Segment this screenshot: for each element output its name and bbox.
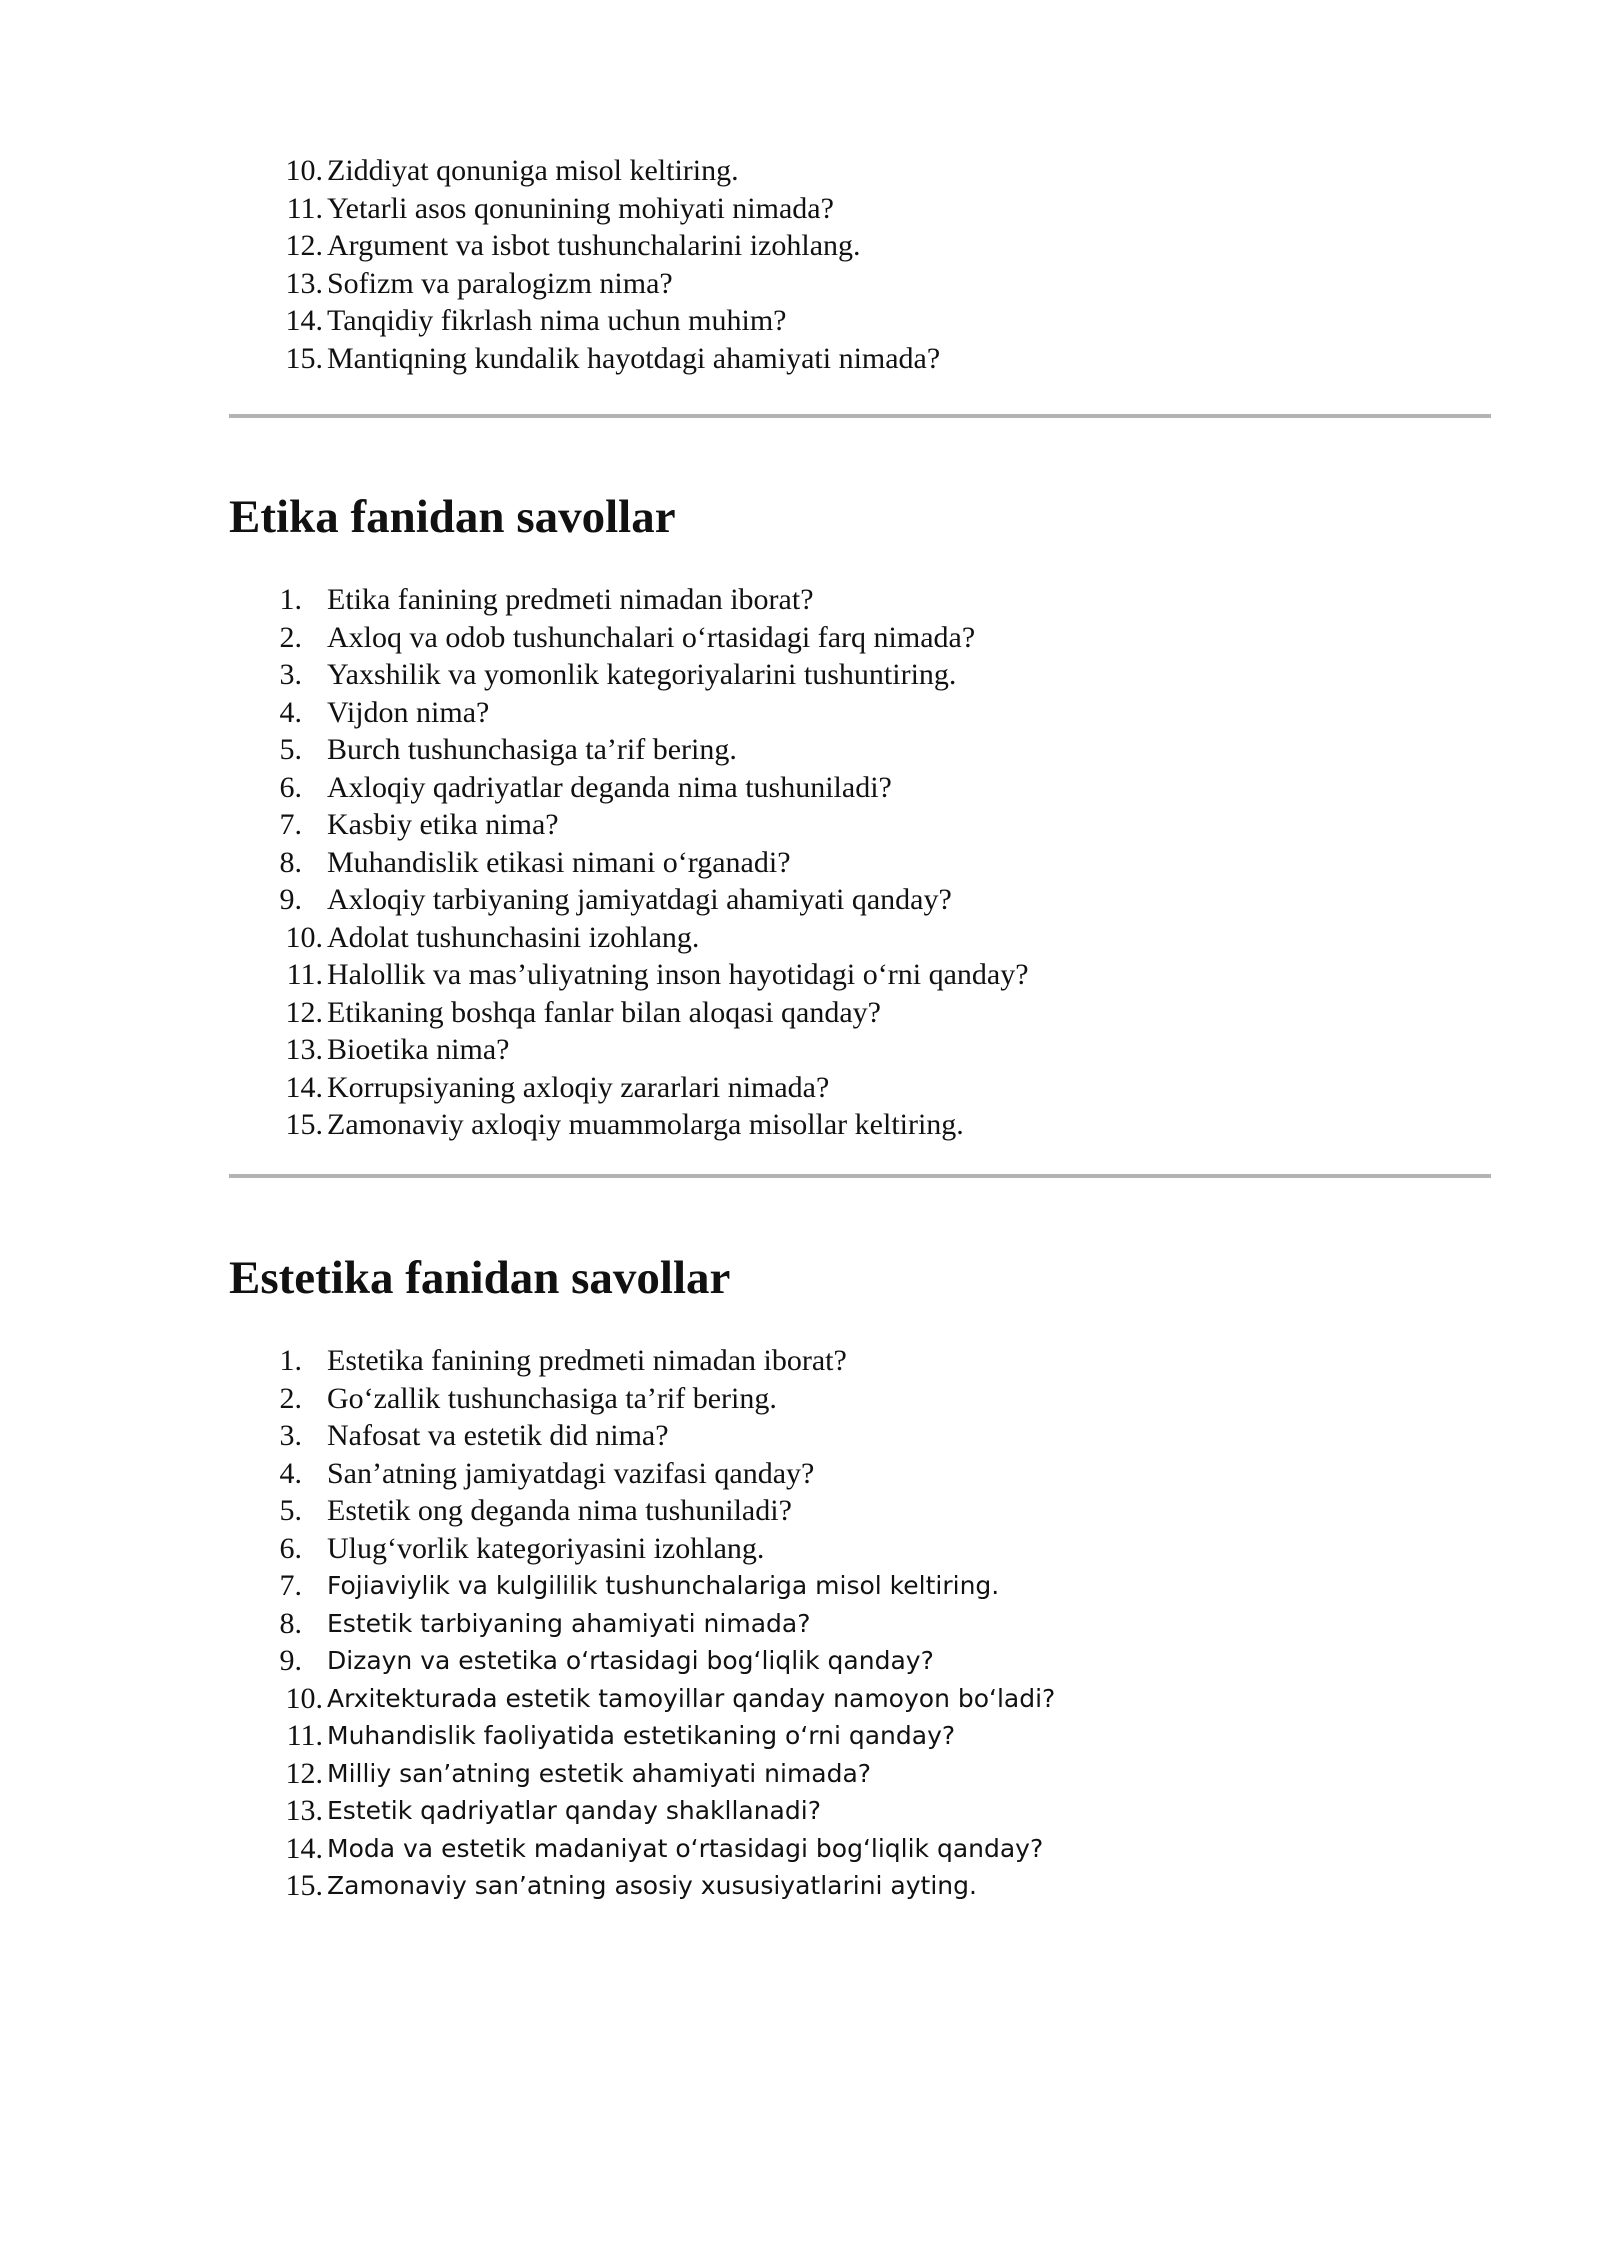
item-text: Fojiaviylik va kulgililik tushunchalariga misol keltiring.	[327, 1571, 1000, 1600]
item-text: Bioetika nima?	[327, 1033, 510, 1066]
item-text: Estetik ong deganda nima tushuniladi?	[327, 1494, 792, 1527]
item-text: Nafosat va estetik did nima?	[327, 1419, 669, 1452]
item-text: Zamonaviy san’atning asosiy xususiyatlarini ayting.	[327, 1871, 977, 1900]
item-number: 12.	[285, 229, 323, 262]
item-number: 11.	[286, 958, 323, 991]
item-number: 13.	[285, 1033, 323, 1066]
item-number: 9.	[279, 1644, 302, 1677]
item-number: 15.	[285, 1869, 323, 1902]
item-number: 11.	[286, 191, 323, 225]
item-text: Axloqiy tarbiyaning jamiyatdagi ahamiyati qanday?	[327, 883, 952, 916]
item-number: 6.	[279, 1531, 302, 1565]
item-text: Axloqiy qadriyatlar deganda nima tushuniladi?	[327, 770, 892, 804]
item-text: Muhandislik etikasi nimani o‘rganadi?	[327, 845, 791, 879]
item-text: Estetik qadriyatlar qanday shakllanadi?	[327, 1796, 821, 1825]
item-text: Estetik tarbiyaning ahamiyati nimada?	[327, 1608, 811, 1638]
item-number: 11.	[286, 1719, 323, 1752]
section-divider	[229, 414, 1491, 418]
section-heading-estetika: Estetika fanidan savollar	[229, 1252, 731, 1304]
item-number: 3.	[279, 658, 302, 691]
item-text: Tanqidiy fikrlash nima uchun muhim?	[327, 304, 787, 337]
item-number: 1.	[279, 583, 302, 616]
item-text: Kasbiy etika nima?	[327, 808, 559, 841]
item-text: Korrupsiyaning axloqiy zararlari nimada?	[327, 1070, 830, 1104]
item-number: 5.	[279, 1494, 302, 1527]
item-number: 9.	[279, 883, 302, 916]
item-text: Mantiqning kundalik hayotdagi ahamiyati nimada?	[327, 341, 941, 375]
item-number: 14.	[285, 1070, 323, 1104]
item-number: 12.	[285, 1756, 323, 1790]
item-text: Muhandislik faoliyatida estetikaning o‘rni qanday?	[327, 1721, 956, 1750]
item-text: Halollik va mas’uliyatning inson hayotidagi o‘rni qanday?	[327, 958, 1029, 991]
section-divider	[229, 1174, 1491, 1178]
item-text: Milliy san’atning estetik ahamiyati nimada?	[327, 1758, 872, 1788]
item-text: Sofizm va paralogizm nima?	[327, 266, 673, 300]
item-number: 10.	[285, 154, 323, 187]
item-text: Vijdon nima?	[327, 695, 490, 729]
section-heading-etika: Etika fanidan savollar	[229, 491, 676, 543]
item-number: 14.	[285, 304, 323, 337]
item-number: 10.	[285, 1681, 323, 1715]
item-number: 13.	[285, 266, 323, 300]
item-number: 8.	[279, 845, 302, 879]
item-text: Burch tushunchasiga ta’rif bering.	[327, 733, 737, 766]
item-text: Etika fanining predmeti nimadan iborat?	[327, 583, 814, 616]
item-text: Ziddiyat qonuniga misol keltiring.	[327, 154, 739, 187]
item-number: 3.	[279, 1419, 302, 1452]
item-text: Dizayn va estetika o‘rtasidagi bog‘liqlik qanday?	[327, 1646, 934, 1675]
item-text: Adolat tushunchasini izohlang.	[327, 920, 700, 954]
item-number: 4.	[279, 695, 302, 729]
item-text: Yetarli asos qonunining mohiyati nimada?	[327, 191, 834, 225]
item-number: 5.	[279, 733, 302, 766]
item-number: 4.	[279, 1456, 302, 1490]
item-number: 6.	[279, 770, 302, 804]
item-number: 8.	[279, 1606, 302, 1640]
item-text: Go‘zallik tushunchasiga ta’rif bering.	[327, 1381, 777, 1415]
item-text: Zamonaviy axloqiy muammolarga misollar keltiring.	[327, 1108, 964, 1141]
item-text: Axloq va odob tushunchalari o‘rtasidagi farq nimada?	[327, 620, 976, 654]
item-number: 7.	[279, 1569, 302, 1602]
item-number: 2.	[279, 620, 302, 654]
item-text: Estetika fanining predmeti nimadan iborat?	[327, 1344, 847, 1377]
item-text: Ulug‘vorlik kategoriyasini izohlang.	[327, 1531, 765, 1565]
item-text: Etikaning boshqa fanlar bilan aloqasi qanday?	[327, 995, 881, 1029]
item-text: Argument va isbot tushunchalarini izohlang.	[327, 229, 861, 262]
item-number: 13.	[285, 1794, 323, 1827]
item-number: 1.	[279, 1344, 302, 1377]
item-number: 15.	[285, 1108, 323, 1141]
item-text: Moda va estetik madaniyat o‘rtasidagi bog‘liqlik qanday?	[327, 1833, 1044, 1863]
item-number: 10.	[285, 920, 323, 954]
item-number: 12.	[285, 995, 323, 1029]
item-number: 15.	[285, 341, 323, 375]
item-text: Arxitekturada estetik tamoyillar qanday namoyon bo‘ladi?	[327, 1683, 1056, 1713]
item-text: Yaxshilik va yomonlik kategoriyalarini tushuntiring.	[327, 658, 957, 691]
item-number: 7.	[279, 808, 302, 841]
item-text: San’atning jamiyatdagi vazifasi qanday?	[327, 1456, 815, 1490]
item-number: 2.	[279, 1381, 302, 1415]
item-number: 14.	[285, 1831, 323, 1865]
